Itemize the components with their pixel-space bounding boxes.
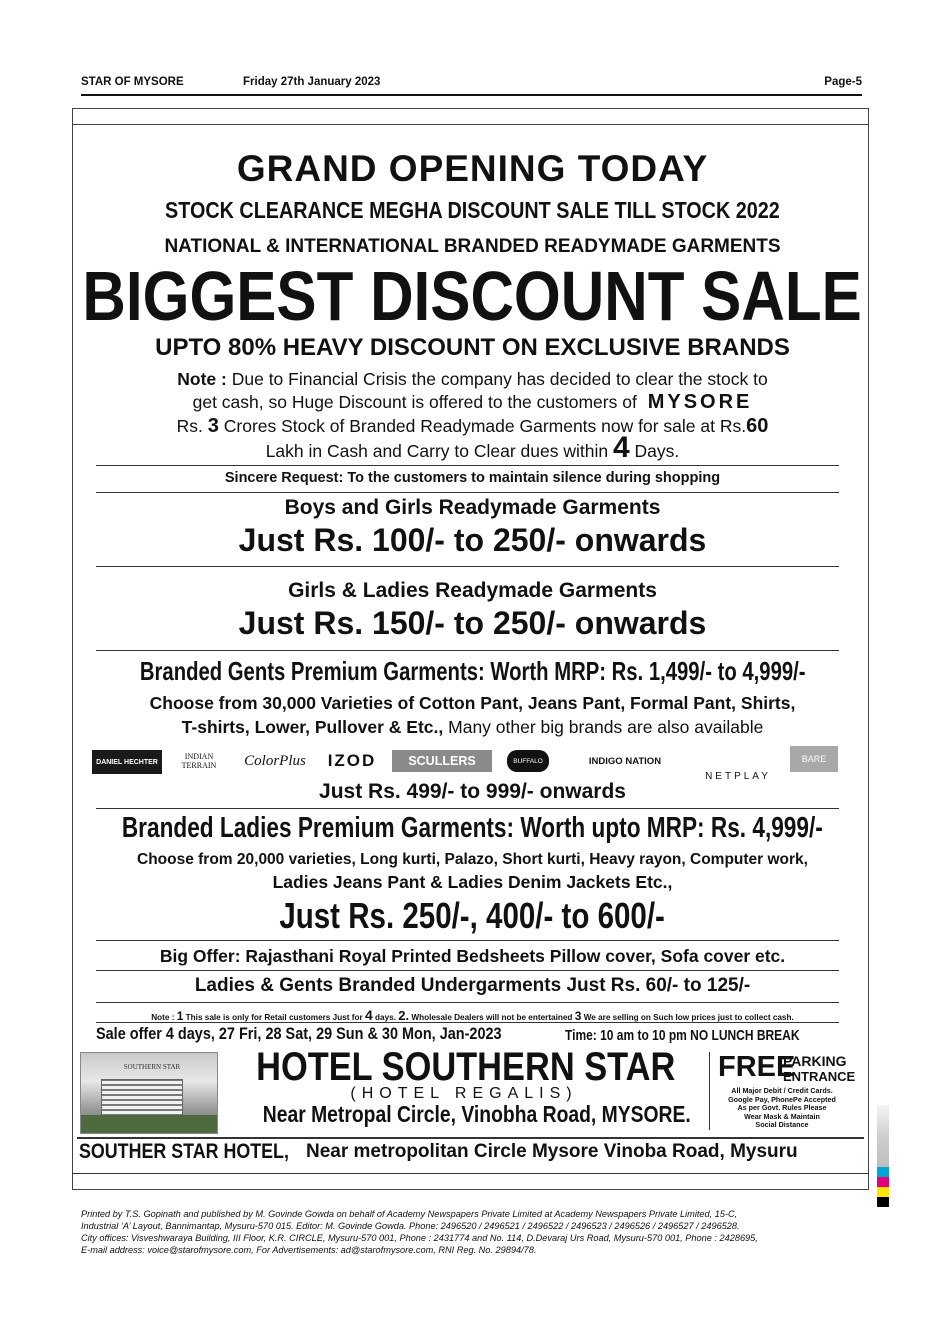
magenta-swatch [877,1177,889,1187]
buffalo-logo: BUFFALO [507,750,549,772]
kids-price: Just Rs. 100/- to 250/- onwards [238,522,707,558]
black-swatch [877,1197,889,1207]
cyan-swatch [877,1167,889,1177]
divider [96,1002,839,1003]
yellow-swatch [877,1187,889,1197]
ladies-premium-line-2: Ladies Jeans Pant & Ladies Denim Jackets Etc., [272,872,673,892]
netplay-logo: NETPLAY [705,771,771,782]
paper-name: STAR OF MYSORE [81,76,184,88]
hotel-photo: SOUTHERN STAR [80,1052,218,1134]
divider [96,940,839,941]
masthead [81,76,862,92]
free-parking [716,1049,856,1089]
note-line-4: Lakh in Cash and Carry to Clear dues within 4 Days. [265,431,680,464]
sincere-request: Sincere Request: To the customers to maintain silence during shopping [224,470,721,486]
hotel-divider [709,1052,710,1130]
ladies-price: Just Rs. 150/- to 250/- onwards [238,605,707,641]
headline: GRAND OPENING TODAY [236,148,709,189]
hotel-address: Near Metropal Circle, Vinobha Road, MYSORE. [262,1101,691,1127]
terms-note: Note : 1 This sale is only for Retail customers Just for 4 days. 2. Wholesale Dealers will not be entertained 3 We are selling on Such low prices just to collect cash. [151,1007,794,1023]
ladies-premium-line-1: Choose from 20,000 varieties, Long kurti, Palazo, Short kurti, Heavy rayon, Computer work, [137,851,808,868]
free-word: FREE [718,1051,796,1083]
hotel-name: HOTEL SOUTHERN STAR [256,1045,676,1089]
gents-price: Just Rs. 499/- to 999/- onwards [319,780,626,803]
big-offer-line: Big Offer: Rajasthani Royal Printed Bedsheets Pillow cover, Sofa cover etc. [159,946,786,966]
kids-garments-title: Boys and Girls Readymade Garments [284,496,661,519]
divider [96,492,839,493]
daniel-hechter-logo: DANIEL HECHTER [92,750,162,774]
advertisement-top-rule [72,124,869,125]
sale-dates: Sale offer 4 days, 27 Fri, 28 Sat, 29 Sun & 30 Mon, Jan-2023 [96,1024,502,1043]
registration-gray-bar [877,1105,889,1167]
ladies-premium-price: Just Rs. 250/-, 400/- to 600/- [279,895,666,936]
gents-premium-title: Branded Gents Premium Garments: Worth MRP: Rs. 1,499/- to 4,999/- [139,656,806,686]
hotel-subtitle: (HOTEL REGALIS) [350,1085,578,1102]
divider [96,1022,839,1023]
note-line-3: Rs. 3 Crores Stock of Branded Readymade Garments now for sale at Rs.60 [176,415,769,437]
subhead-branded: NATIONAL & INTERNATIONAL BRANDED READYMADE GARMENTS [164,236,781,257]
subhead-stock-clearance: STOCK CLEARANCE MEGHA DISCOUNT SALE TILL STOCK 2022 [165,197,780,223]
note-line-2: get cash, so Huge Discount is offered to the customers of MYSORE [192,391,753,413]
izod-logo: IZOD [327,751,377,770]
scullers-logo: SCULLERS [392,750,492,772]
entrance-word: ENTRANCE [783,1069,856,1084]
ladies-premium-title: Branded Ladies Premium Garments: Worth upto MRP: Rs. 4,999/- [122,812,823,844]
hotel-trees-graphic [81,1115,217,1133]
masthead-rule [81,94,862,96]
ladies-garments-title: Girls & Ladies Readymade Garments [288,579,657,602]
issue-date: Friday 27th January 2023 [243,76,381,88]
upto-discount-line: UPTO 80% HEAVY DISCOUNT ON EXCLUSIVE BRANDS [155,334,790,361]
divider [96,650,839,651]
note-line-1: Note : Due to Financial Crisis the company has decided to clear the stock to [177,369,768,389]
indigo-nation-logo: INDIGO NATION [588,755,662,767]
indian-terrain-logo: INDIAN TERRAIN [181,752,217,770]
page-number: Page-5 [824,76,862,88]
bare-logo: BARE [790,746,838,772]
parking-word: PARKING [783,1053,847,1069]
gents-varieties-line-1: Choose from 30,000 Varieties of Cotton Pant, Jeans Pant, Formal Pant, Shirts, [149,693,796,713]
payment-notes: All Major Debit / Credit Cards. Google Pay, PhonePe Accepted As per Govt. Rules Please Wear Mask & Maintain Social Distance [728,1086,836,1129]
divider [72,1173,869,1174]
divider [96,566,839,567]
big-title: BIGGEST DISCOUNT SALE [82,257,863,335]
gents-varieties-line-2: T-shirts, Lower, Pullover & Etc., Many other big brands are also available [181,717,764,737]
divider [96,808,839,809]
store-timing: Time: 10 am to 10 pm NO LUNCH BREAK [565,1027,800,1044]
imprint-footer: Printed by T.S. Gopinath and published by M. Govinde Gowda on behalf of Academy Newspapers Private Limited at Academy Newspapers Private Limited, 15-C, Industrial ‘A’ Layout, Bannimantap, Mysuru-570 015. Editor: M. Govinde Gowda. Phone: 2496520 / 2496521 / 2496522 / 2496523 / 2496526 / 2496527 / 2496528. City offices: Visveshwaraya Building, III Floor, K.R. CIRCLE, Mysuru-570 001, Phone : 2431774 and No. 114, D.Devaraj Urs Road, Mysuru-570 001, Phone : 2428695, E-mail address: voice@starofmysore.com, For Advertisements: ad@starofmysore.com, RNI Reg. No. 29894/78. [81,1209,758,1255]
divider [77,1137,864,1139]
bottom-address-line: SOUTHER STAR HOTEL, Near metropolitan Circle Mysore Vinoba Road, Mysuru [79,1140,798,1163]
colorplus-logo: ColorPlus [244,752,306,769]
undergarments-line: Ladies & Gents Branded Undergarments Just Rs. 60/- to 125/- [194,975,751,996]
divider [96,970,839,971]
divider [96,465,839,466]
note-city: MYSORE [647,391,753,413]
